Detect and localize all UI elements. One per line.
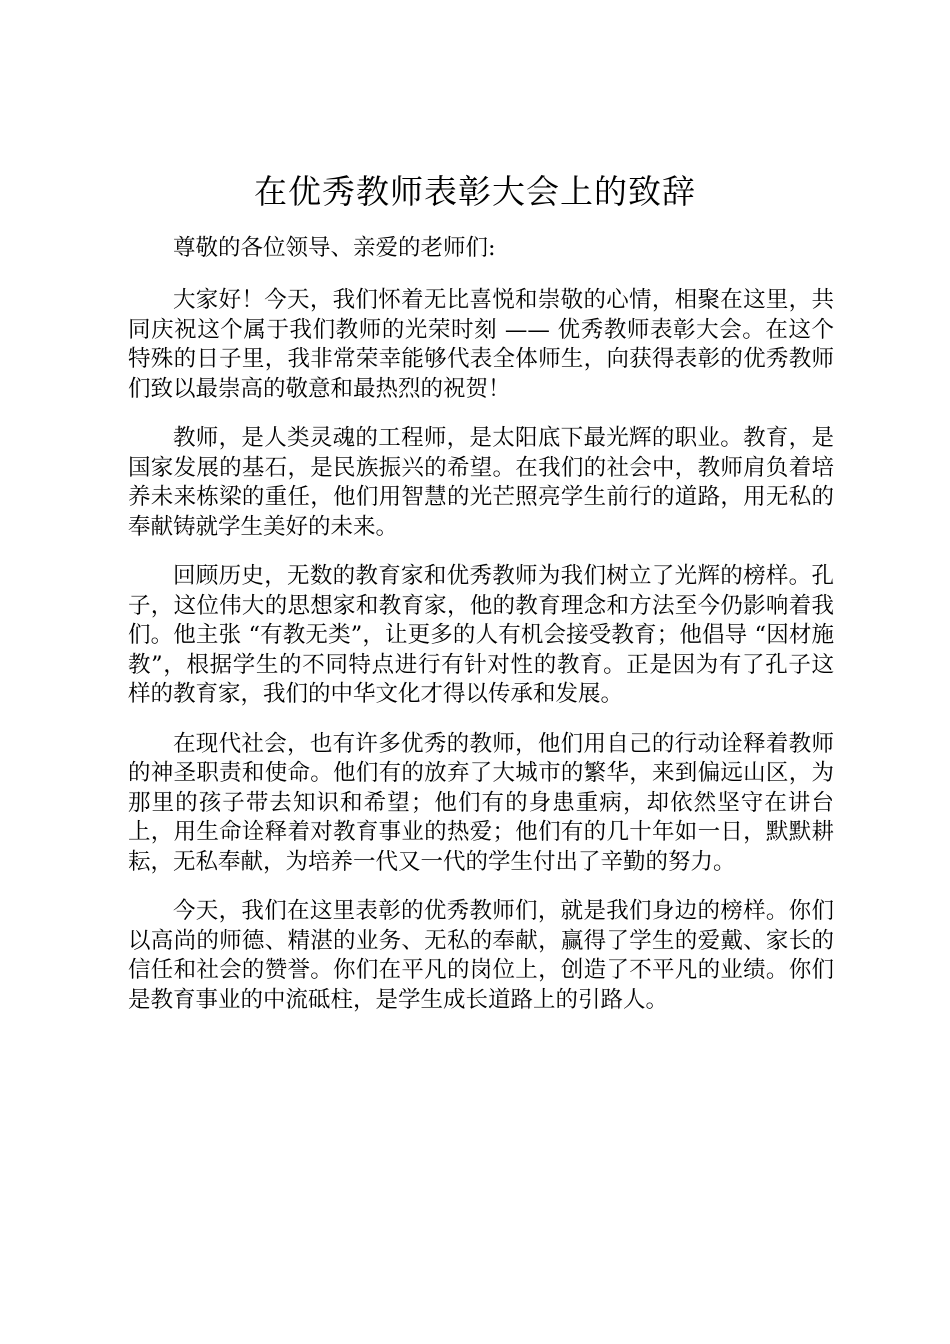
paragraph-1: 大家好！今天，我们怀着无比喜悦和崇敬的心情，相聚在这里，共同庆祝这个属于我们教师的光荣时刻 —— 优秀教师表彰大会。在这个特殊的日子里，我非常荣幸能够代表全体师生，向获得表彰的优秀教师们致以最崇高的敬意和最热烈的祝贺！ [128,287,834,402]
paragraph-2: 教师，是人类灵魂的工程师，是太阳底下最光辉的职业。教育，是国家发展的基石，是民族振兴的希望。在我们的社会中，教师肩负着培养未来栋梁的重任，他们用智慧的光芒照亮学生前行的道路，用无私的奉献铸就学生美好的未来。 [128,425,834,540]
paragraph-3: 回顾历史，无数的教育家和优秀教师为我们树立了光辉的榜样。孔子，这位伟大的思想家和教育家，他的教育理念和方法至今仍影响着我们。他主张 “有教无类”，让更多的人有机会接受教育；他倡导 “因材施教”，根据学生的不同特点进行有针对性的教育。正是因为有了孔子这样的教育家，我们的中华文化才得以传承和发展。 [128,563,834,707]
greeting: 尊敬的各位领导、亲爱的老师们: [173,235,496,261]
document-title: 在优秀教师表彰大会上的致辞 [254,172,696,211]
document-body [128,230,834,1035]
paragraph-5: 今天，我们在这里表彰的优秀教师们，就是我们身边的榜样。你们以高尚的师德、精湛的业务、无私的奉献，赢得了学生的爱戴、家长的信任和社会的赞誉。你们在平凡的岗位上，创造了不平凡的业绩。你们是教育事业的中流砥柱，是学生成长道路上的引路人。 [128,898,834,1013]
paragraph-4: 在现代社会，也有许多优秀的教师，他们用自己的行动诠释着教师的神圣职责和使命。他们有的放弃了大城市的繁华，来到偏远山区，为那里的孩子带去知识和希望；他们有的身患重病，却依然坚守在讲台上，用生命诠释着对教育事业的热爱；他们有的几十年如一日，默默耕耘，无私奉献，为培养一代又一代的学生付出了辛勤的努力。 [128,730,834,875]
